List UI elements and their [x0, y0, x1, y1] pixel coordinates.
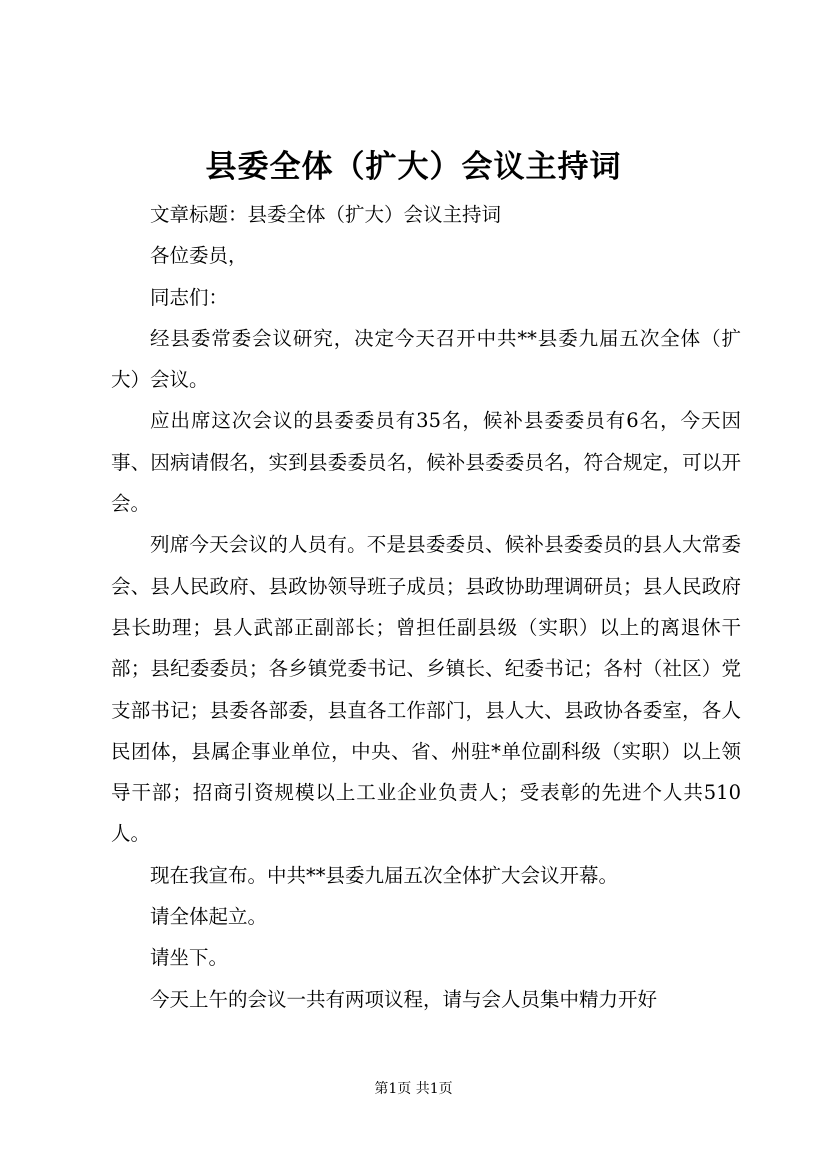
- paragraph-article-title: 文章标题：县委全体（扩大）会议主持词: [150, 203, 502, 226]
- paragraph-meeting-decision: 经县委常委会议研究，决定今天召开中共**县委九届五次全体（扩大）会议。: [111, 326, 741, 392]
- paragraph-opening-announcement: 现在我宣布。中共**县委九届五次全体扩大会议开幕。: [150, 863, 619, 887]
- page-footer: 第1页 共1页: [374, 1081, 453, 1097]
- paragraph-agenda: 今天上午的会议一共有两项议程，请与会人员集中精力开好: [150, 987, 658, 1011]
- paragraph-sit-down: 请坐下。: [150, 946, 229, 970]
- paragraph-stand-up: 请全体起立。: [150, 905, 268, 929]
- paragraph-greeting-comrades: 同志们：: [150, 285, 229, 309]
- paragraph-greeting-members: 各位委员，: [150, 244, 248, 268]
- document-title: 县委全体（扩大）会议主持词: [205, 149, 622, 185]
- paragraph-attendance: 应出席这次会议的县委委员有35名，候补县委委员有6名，今天因事、因病请假名，实到县委委员名，候补县委委员名，符合规定，可以开会。: [111, 409, 741, 516]
- document-body: [111, 194, 741, 1020]
- paragraph-attendees-list: 列席今天会议的人员有。不是县委委员、候补县委委员的县人大常委会、县人民政府、县政协领导班子成员；县政协助理调研员；县人民政府县长助理；县人武部正副部长；曾担任副县级（实职）以上的离退休干部；县纪委委员；各乡镇党委书记、乡镇长、纪委书记；各村（社区）党支部书记；县委各部委，县直各工作部门，县人大、县政协各委室，各人民团体，县属企事业单位，中央、省、州驻*单位副科级（实职）以上领导干部；招商引资规模以上工业企业负责人；受表彰的先进个人共510人。: [111, 533, 741, 846]
